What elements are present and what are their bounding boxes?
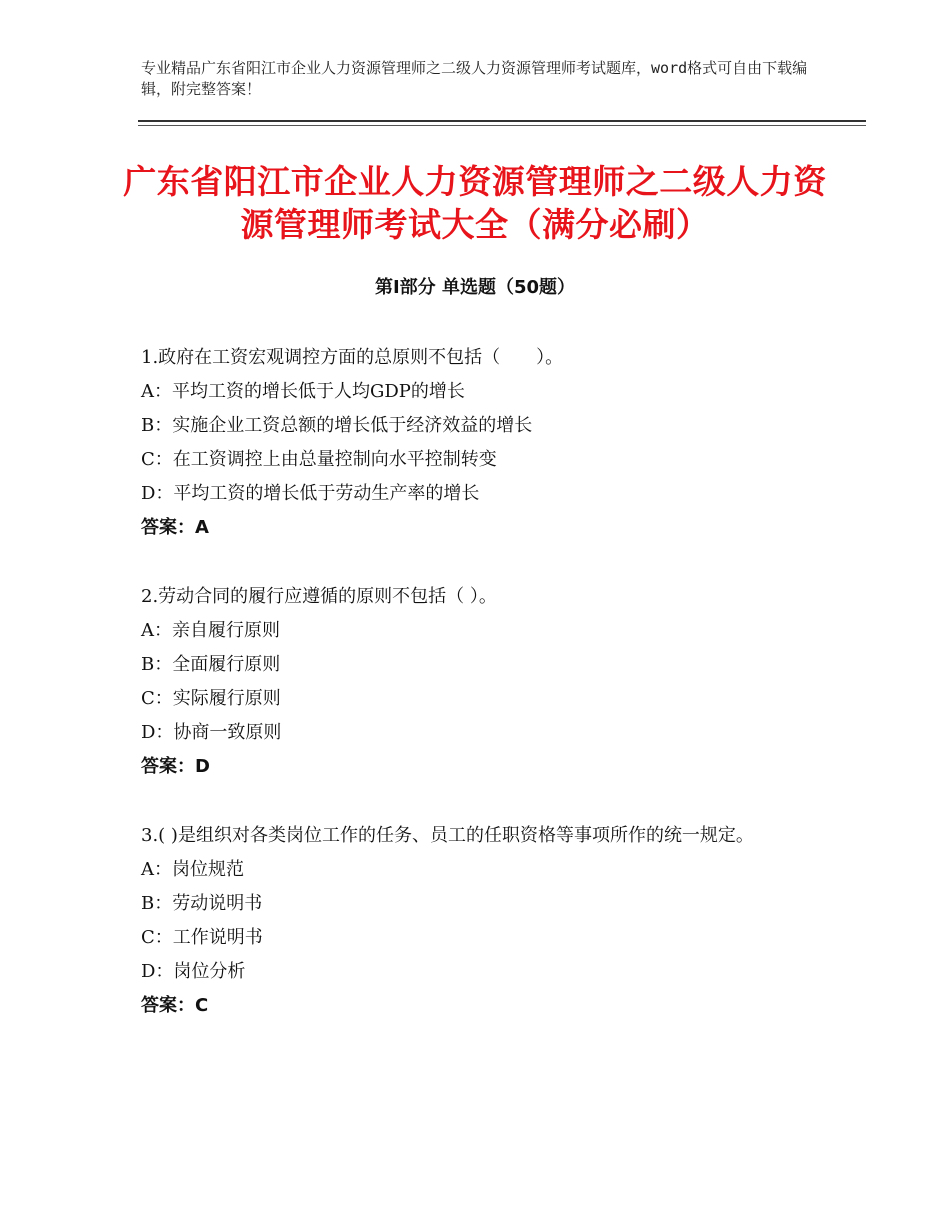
document-title: 广东省阳江市企业人力资源管理师之二级人力资源管理师考试大全（满分必刷） — [123, 162, 827, 244]
answer-label: 答案：A — [141, 517, 209, 538]
option-d: D：协商一致原则 — [141, 722, 282, 743]
option-b: B：实施企业工资总额的增长低于经济效益的增长 — [141, 415, 533, 436]
option-a: A：亲自履行原则 — [141, 620, 280, 641]
answer-label: 答案：D — [141, 756, 210, 777]
option-c: C：实际履行原则 — [141, 688, 281, 709]
header-divider-thick — [138, 120, 866, 122]
option-b: B：全面履行原则 — [141, 654, 281, 675]
option-c: C：工作说明书 — [141, 927, 263, 948]
option-c: C：在工资调控上由总量控制向水平控制转变 — [141, 449, 497, 470]
option-d: D：平均工资的增长低于劳动生产率的增长 — [141, 483, 480, 504]
option-b: B：劳动说明书 — [141, 893, 263, 914]
option-a: A：平均工资的增长低于人均GDP的增长 — [141, 381, 465, 402]
answer-label: 答案：C — [141, 995, 209, 1016]
section-title: 第Ⅰ部分 单选题（50题） — [374, 277, 575, 298]
question-item — [141, 819, 821, 1023]
option-d: D：岗位分析 — [141, 961, 246, 982]
question-stem: 3.( )是组织对各类岗位工作的任务、员工的任职资格等事项所作的统一规定。 — [141, 825, 754, 846]
option-a: A：岗位规范 — [141, 859, 244, 880]
question-stem: 2.劳动合同的履行应遵循的原则不包括（ ）。 — [141, 586, 497, 607]
question-item — [141, 580, 821, 784]
question-item — [141, 341, 821, 545]
question-stem: 1.政府在工资宏观调控方面的总原则不包括（ ）。 — [141, 347, 564, 368]
header-note: 专业精品广东省阳江市企业人力资源管理师之二级人力资源管理师考试题库，word格式可自由下载编辑，附完整答案！ — [141, 59, 808, 98]
header-divider-thin — [138, 125, 866, 126]
